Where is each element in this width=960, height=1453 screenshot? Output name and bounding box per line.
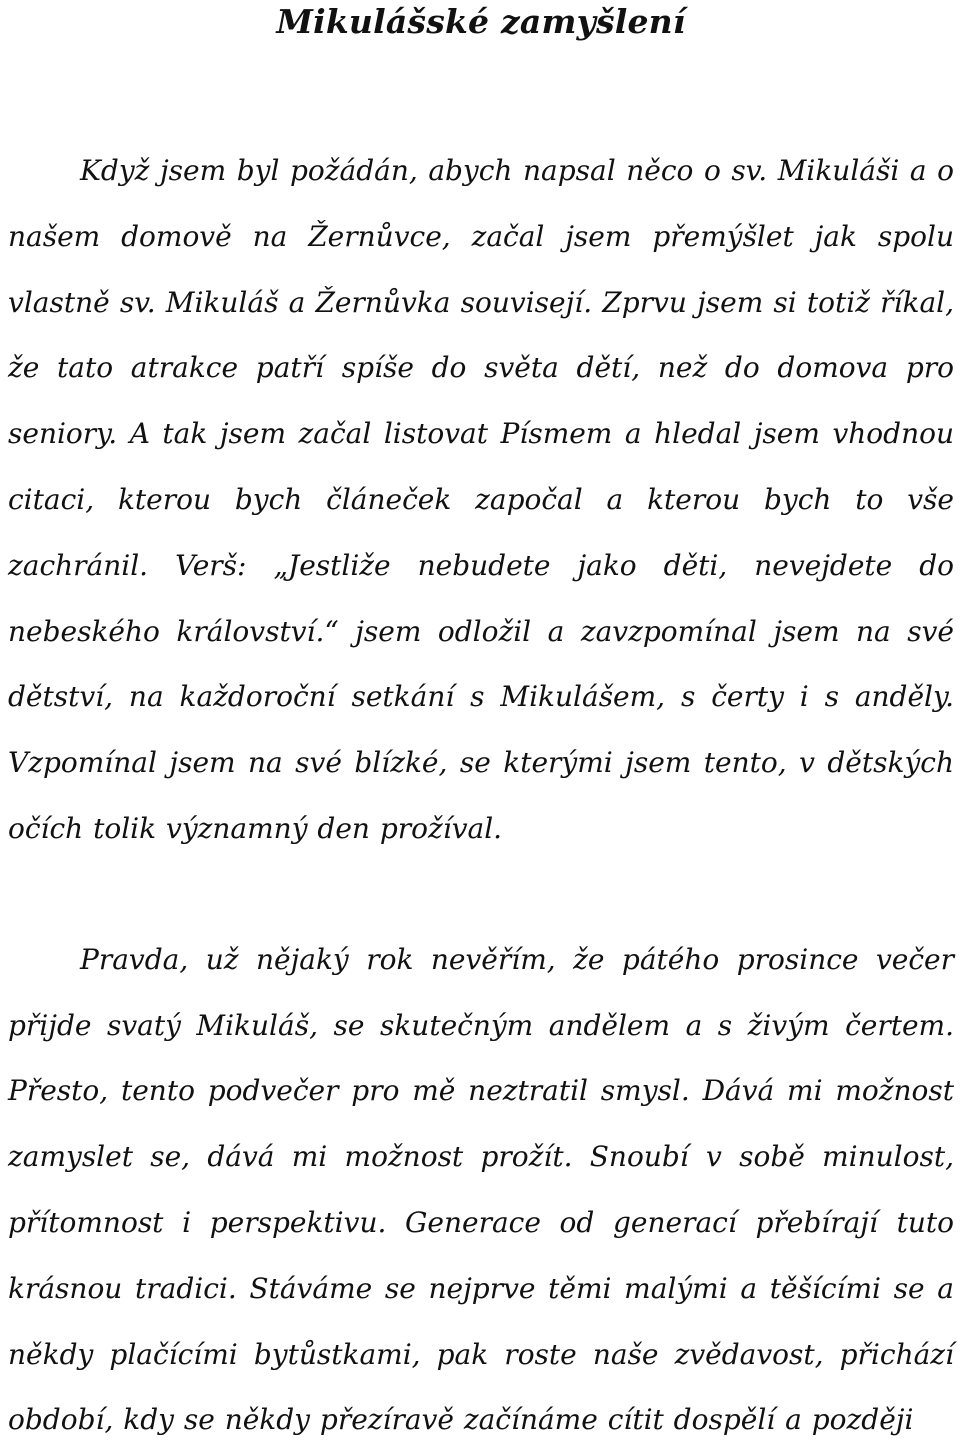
paragraph-1: Když jsem byl požádán, abych napsal něco o sv. Mikuláši a o našem domově na Žernůvce, začal jsem přemýšlet jak spolu vlastně sv. Mikuláš a Žernůvka souvisejí. Zprvu jsem si totiž říkal, že tato atrakce patří spíše do světa dětí, než do domova pro seniory. A tak jsem začal listovat Písmem a hledal jsem vhodnou citaci, kterou bych článeček započal a kterou bych to vše zachránil. Verš: „Jestliže nebudete jako děti, nevejdete do nebeského království.“ jsem odložil a zavzpomínal jsem na své dětství, na každoroční setkání s Mikulášem, s čerty i s anděly. Vzpomínal jsem na své blízké, se kterými jsem tento, v dětských očích tolik významný den prožíval. [8,154,954,845]
document-title: Mikulášské zamyšlení [276,2,686,41]
paragraph-2: Pravda, už nějaký rok nevěřím, že pátého prosince večer přijde svatý Mikuláš, se skutečným andělem a s živým čertem. Přesto, tento podvečer pro mě neztratil smysl. Dává mi možnost zamyslet se, dává mi možnost prožít. Snoubí v sobě minulost, přítomnost i perspektivu. Generace od generací přebírají tuto krásnou tradici. Stáváme se nejprve těmi malými a těšícími se a někdy plačícími bytůstkami, pak roste naše zvědavost, přichází období, kdy se někdy přezíravě začínáme cítit dospělí a později [8,942,954,1437]
